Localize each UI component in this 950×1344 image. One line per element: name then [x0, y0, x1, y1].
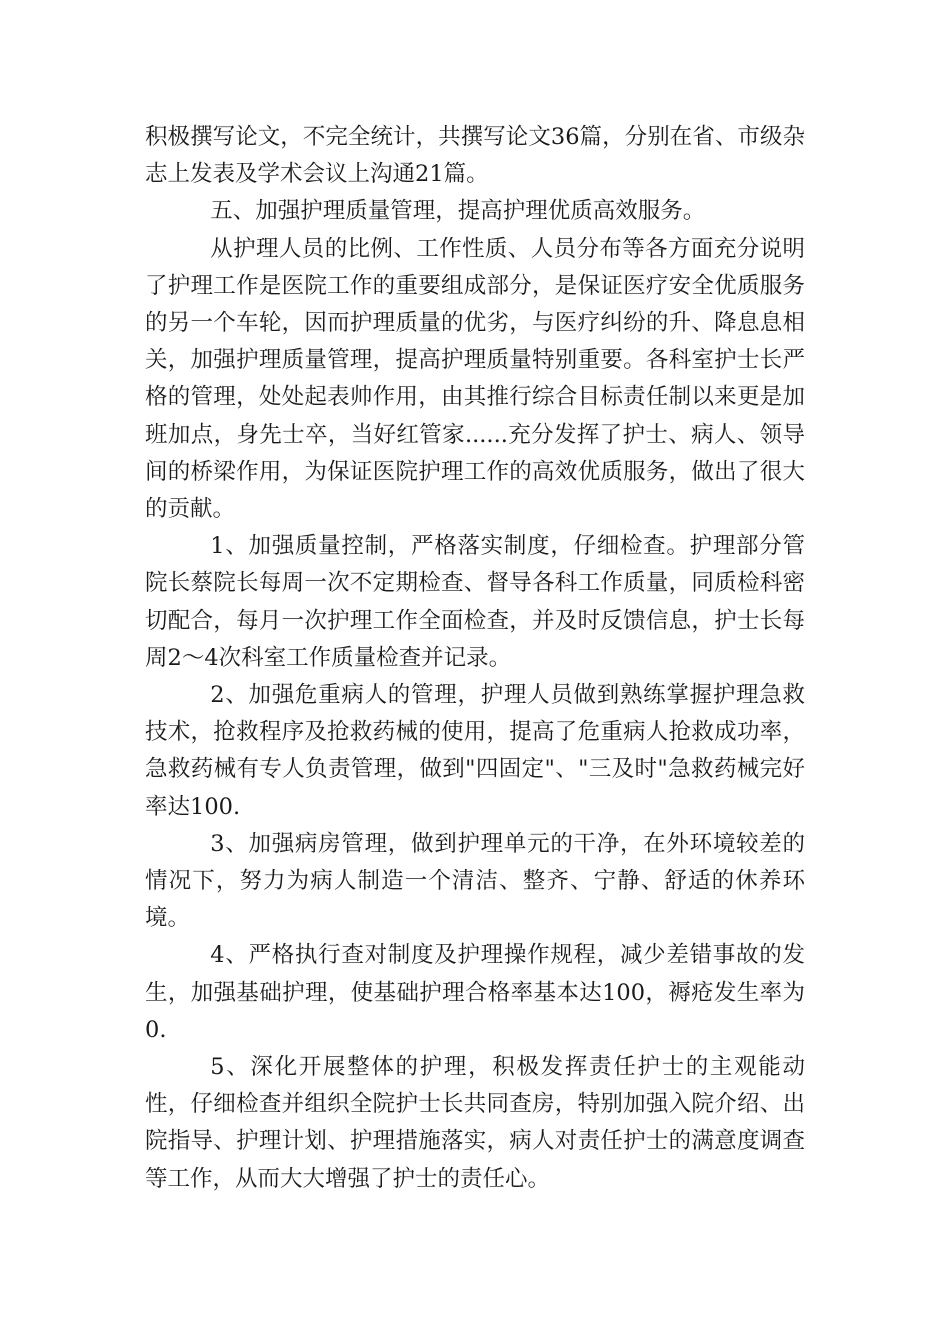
paragraph-intro: 从护理人员的比例、工作性质、人员分布等各方面充分说明了护理工作是医院工作的重要组成部分，是保证医疗安全优质服务的另一个车轮，因而护理质量的优劣，与医疗纠纷的升、降息息相关，加强护理质量管理，提高护理质量特别重要。各科室护士长严格的管理，处处起表帅作用，由其推行综合目标责任制以来更是加班加点，身先士卒，当好红管家......充分发挥了护士、病人、领导间的桥梁作用，为保证医院护理工作的高效优质服务，做出了很大的贡献。	[145, 235, 805, 523]
paragraph-item-4: 4、严格执行查对制度及护理操作规程，减少差错事故的发生，加强基础护理，使基础护理合格率基本达100，褥疮发生率为0.	[145, 942, 805, 1043]
paragraph-item-5: 5、深化开展整体的护理，积极发挥责任护士的主观能动性，仔细检查并组织全院护士长共同查房，特别加强入院介绍、出院指导、护理计划、护理措施落实，病人对责任护士的满意度调查等工作，从而大大增强了护士的责任心。	[145, 1054, 805, 1192]
paragraph-item-2: 2、加强危重病人的管理，护理人员做到熟练掌握护理急救技术，抢救程序及抢救药械的使用，提高了危重病人抢救成功率，急救药械有专人负责管理，做到"四固定"、"三及时"急救药械完好率达100.	[145, 682, 805, 820]
paragraph-item-1: 1、加强质量控制，严格落实制度，仔细检查。护理部分管院长蔡院长每周一次不定期检查、督导各科工作质量，同质检科密切配合，每月一次护理工作全面检查，并及时反馈信息，护士长每周2～4次科室工作质量检查并记录。	[145, 533, 805, 671]
section-heading-five: 五、加强护理质量管理，提高护理优质高效服务。	[210, 198, 706, 225]
paragraph-continuation: 积极撰写论文，不完全统计，共撰写论文36篇，分别在省、市级杂志上发表及学术会议上沟通21篇。	[145, 124, 805, 188]
document-body	[145, 119, 805, 1198]
paragraph-item-3: 3、加强病房管理，做到护理单元的干净，在外环境较差的情况下，努力为病人制造一个清洁、整齐、宁静、舒适的休养环境。	[145, 830, 805, 932]
